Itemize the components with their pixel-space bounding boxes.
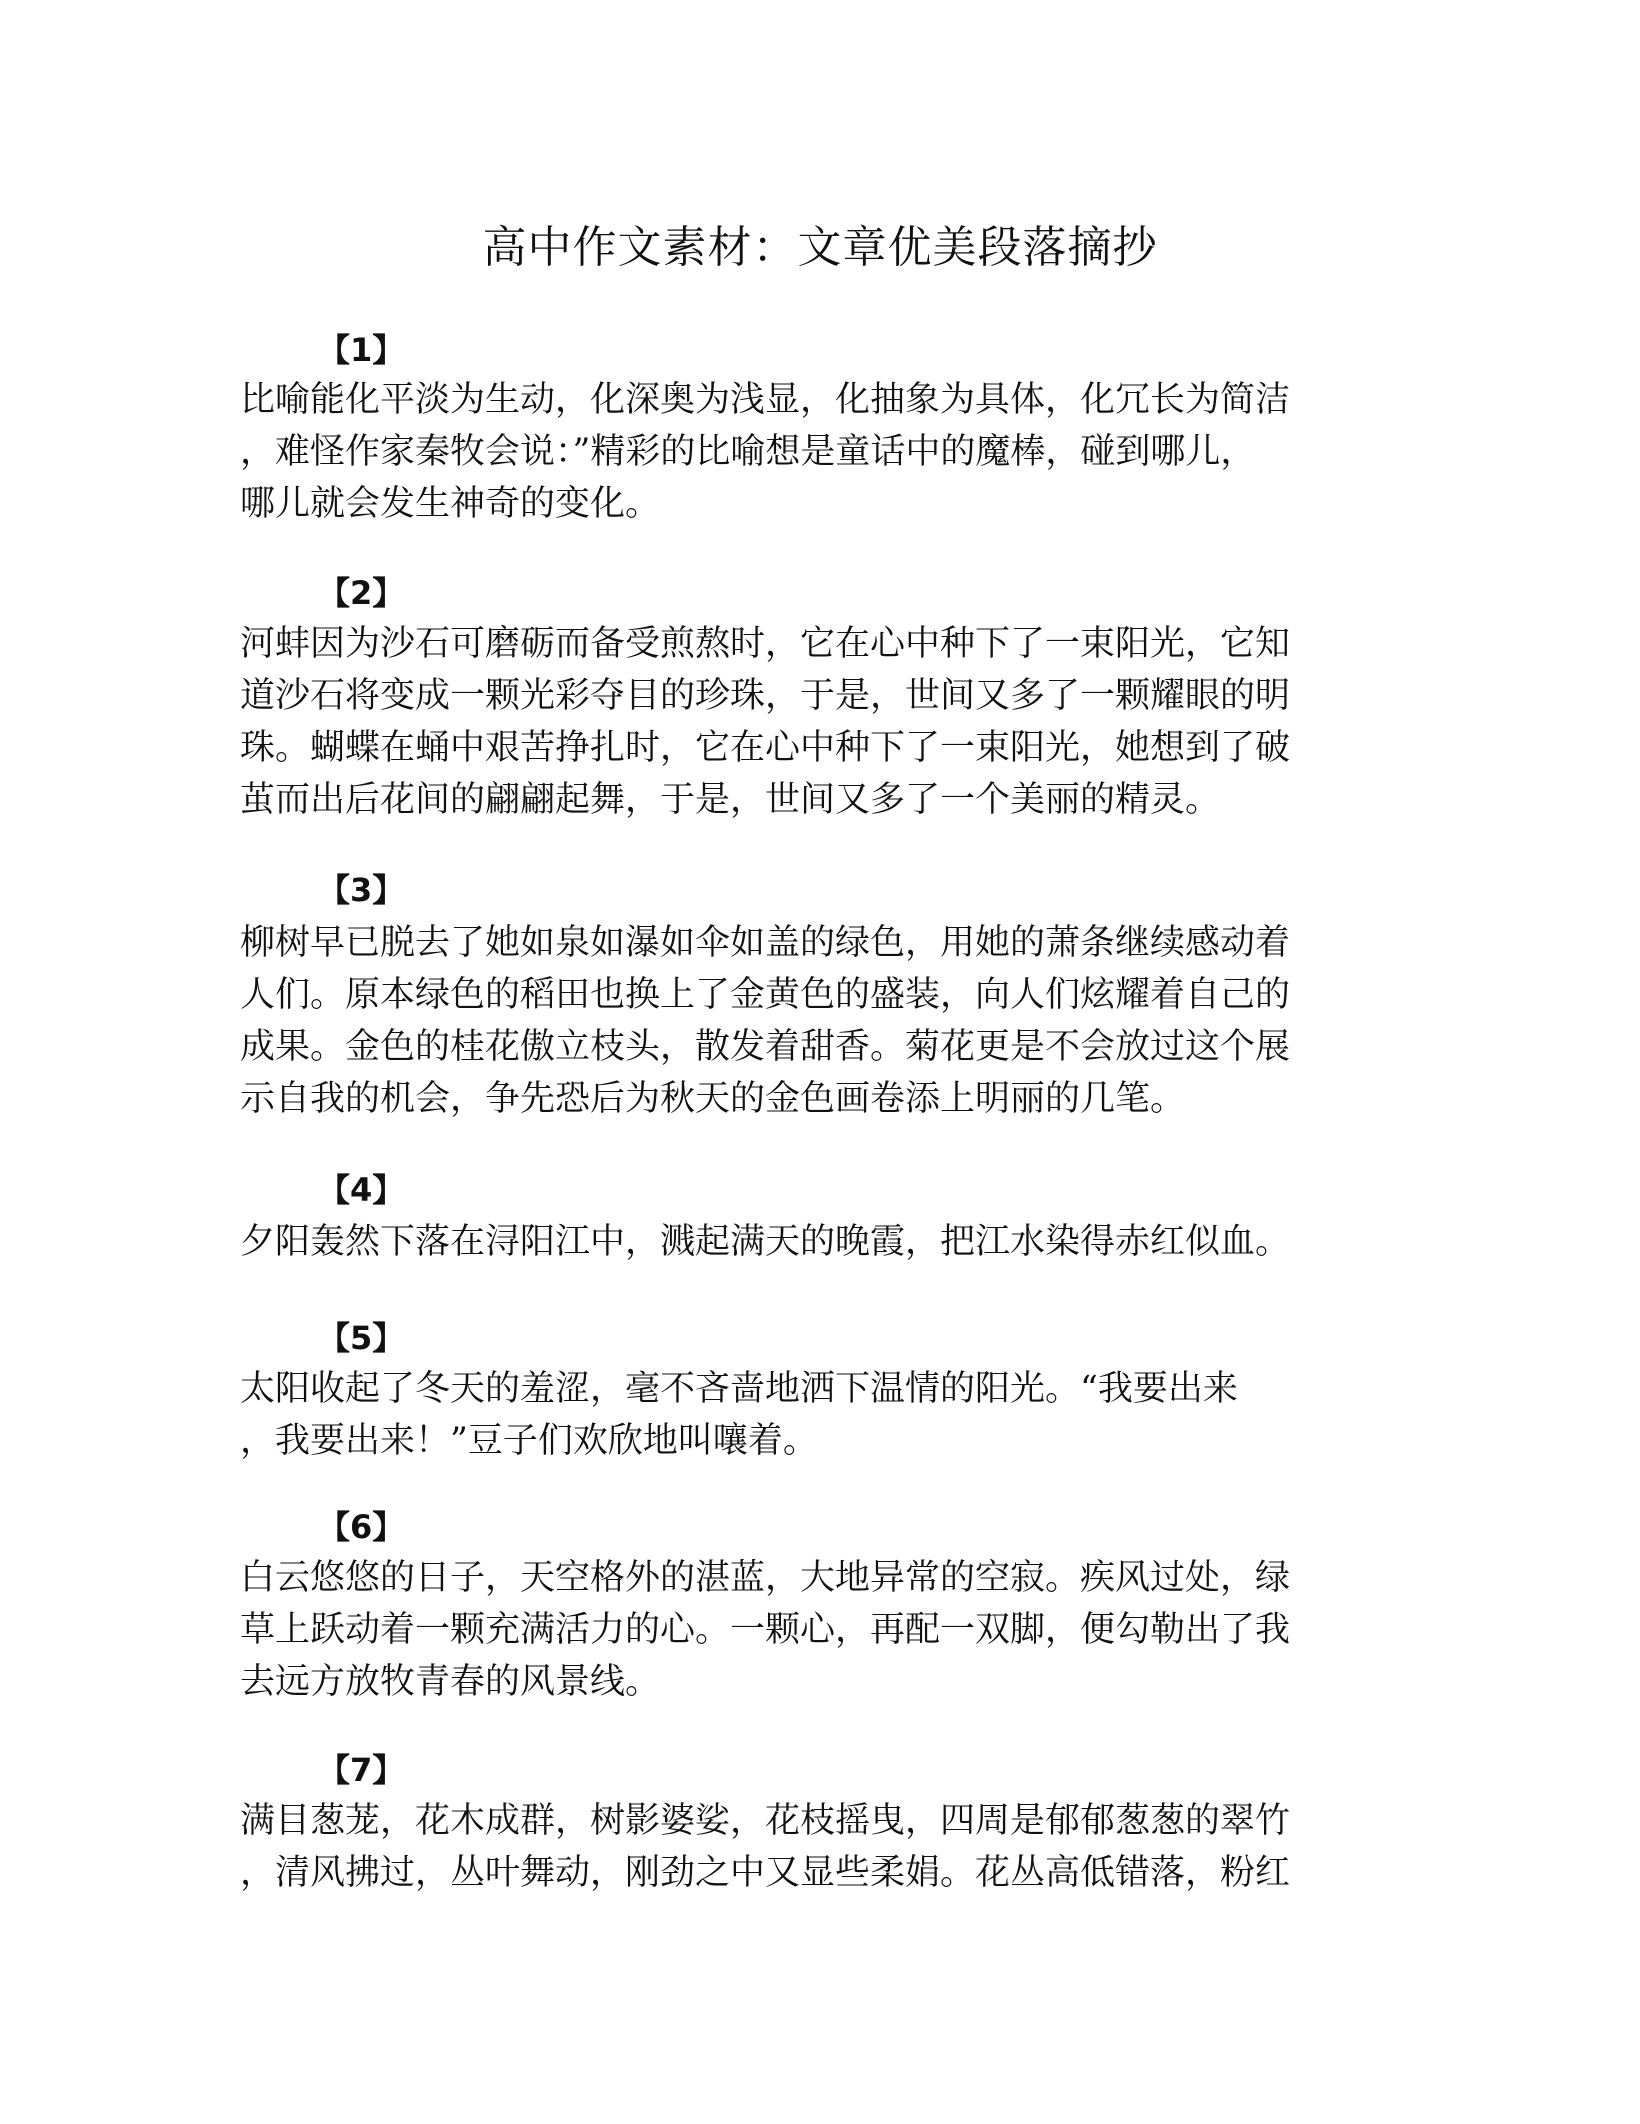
section-4-heading: 【4】 <box>318 1171 405 1209</box>
paragraph-line: 去远方放牧青春的风景线。 <box>240 1662 661 1702</box>
section-3-paragraph <box>240 917 1300 1125</box>
section-5-heading: 【5】 <box>318 1319 405 1357</box>
paragraph-line: ，我要出来！”豆子们欢欣地叫嚷着。 <box>240 1421 818 1461</box>
paragraph-line: 柳树早已脱去了她如泉如瀑如伞如盖的绿色，用她的萧条继续感动着 <box>240 923 1291 963</box>
paragraph-line: 比喻能化平淡为生动，化深奥为浅显，化抽象为具体，化冗长为简洁 <box>240 380 1291 420</box>
paragraph-line: 示自我的机会，争先恐后为秋天的金色画卷添上明丽的几笔。 <box>240 1079 1186 1119</box>
section-1-heading: 【1】 <box>318 331 405 369</box>
section-3-heading: 【3】 <box>318 871 405 909</box>
paragraph-line: 成果。金色的桂花傲立枝头，散发着甜香。菊花更是不会放过这个展 <box>240 1027 1291 1067</box>
document-title: 高中作文素材：文章优美段落摘抄 <box>482 222 1158 273</box>
section-2-heading: 【2】 <box>318 574 405 612</box>
section-6-heading: 【6】 <box>318 1508 405 1546</box>
section-7-heading: 【7】 <box>318 1751 405 1789</box>
paragraph-line: 夕阳轰然下落在浔阳江中，溅起满天的晚霞，把江水染得赤红似血。 <box>240 1222 1291 1262</box>
paragraph-line: 白云悠悠的日子，天空格外的湛蓝，大地异常的空寂。疾风过处，绿 <box>240 1558 1291 1598</box>
section-4-paragraph <box>240 1216 1300 1268</box>
paragraph-line: 哪儿就会发生神奇的变化。 <box>240 484 661 524</box>
section-7-paragraph <box>240 1795 1300 1899</box>
paragraph-line: 满目葱茏，花木成群，树影婆娑，花枝摇曳，四周是郁郁葱葱的翠竹 <box>240 1801 1291 1841</box>
section-6-paragraph <box>240 1552 1300 1708</box>
paragraph-line: 河蚌因为沙石可磨砺而备受煎熬时，它在心中种下了一束阳光，它知 <box>240 624 1291 664</box>
paragraph-line: ，清风拂过，丛叶舞动，刚劲之中又显些柔娟。花丛高低错落，粉红 <box>240 1853 1291 1893</box>
paragraph-line: 茧而出后花间的翩翩起舞，于是，世间又多了一个美丽的精灵。 <box>240 780 1221 820</box>
paragraph-line: 太阳收起了冬天的羞涩，毫不吝啬地洒下温情的阳光。“我要出来 <box>240 1369 1238 1409</box>
paragraph-line: 人们。原本绿色的稻田也换上了金黄色的盛装，向人们炫耀着自己的 <box>240 975 1291 1015</box>
section-1-paragraph <box>240 374 1300 530</box>
section-2-paragraph <box>240 618 1300 826</box>
paragraph-line: 道沙石将变成一颗光彩夺目的珍珠，于是，世间又多了一颗耀眼的明 <box>240 676 1291 716</box>
paragraph-line: 草上跃动着一颗充满活力的心。一颗心，再配一双脚，便勾勒出了我 <box>240 1610 1291 1650</box>
paragraph-line: 珠。蝴蝶在蛹中艰苦挣扎时，它在心中种下了一束阳光，她想到了破 <box>240 728 1291 768</box>
section-5-paragraph <box>240 1363 1300 1467</box>
paragraph-line: ，难怪作家秦牧会说：”精彩的比喻想是童话中的魔棒，碰到哪儿， <box>240 432 1256 472</box>
